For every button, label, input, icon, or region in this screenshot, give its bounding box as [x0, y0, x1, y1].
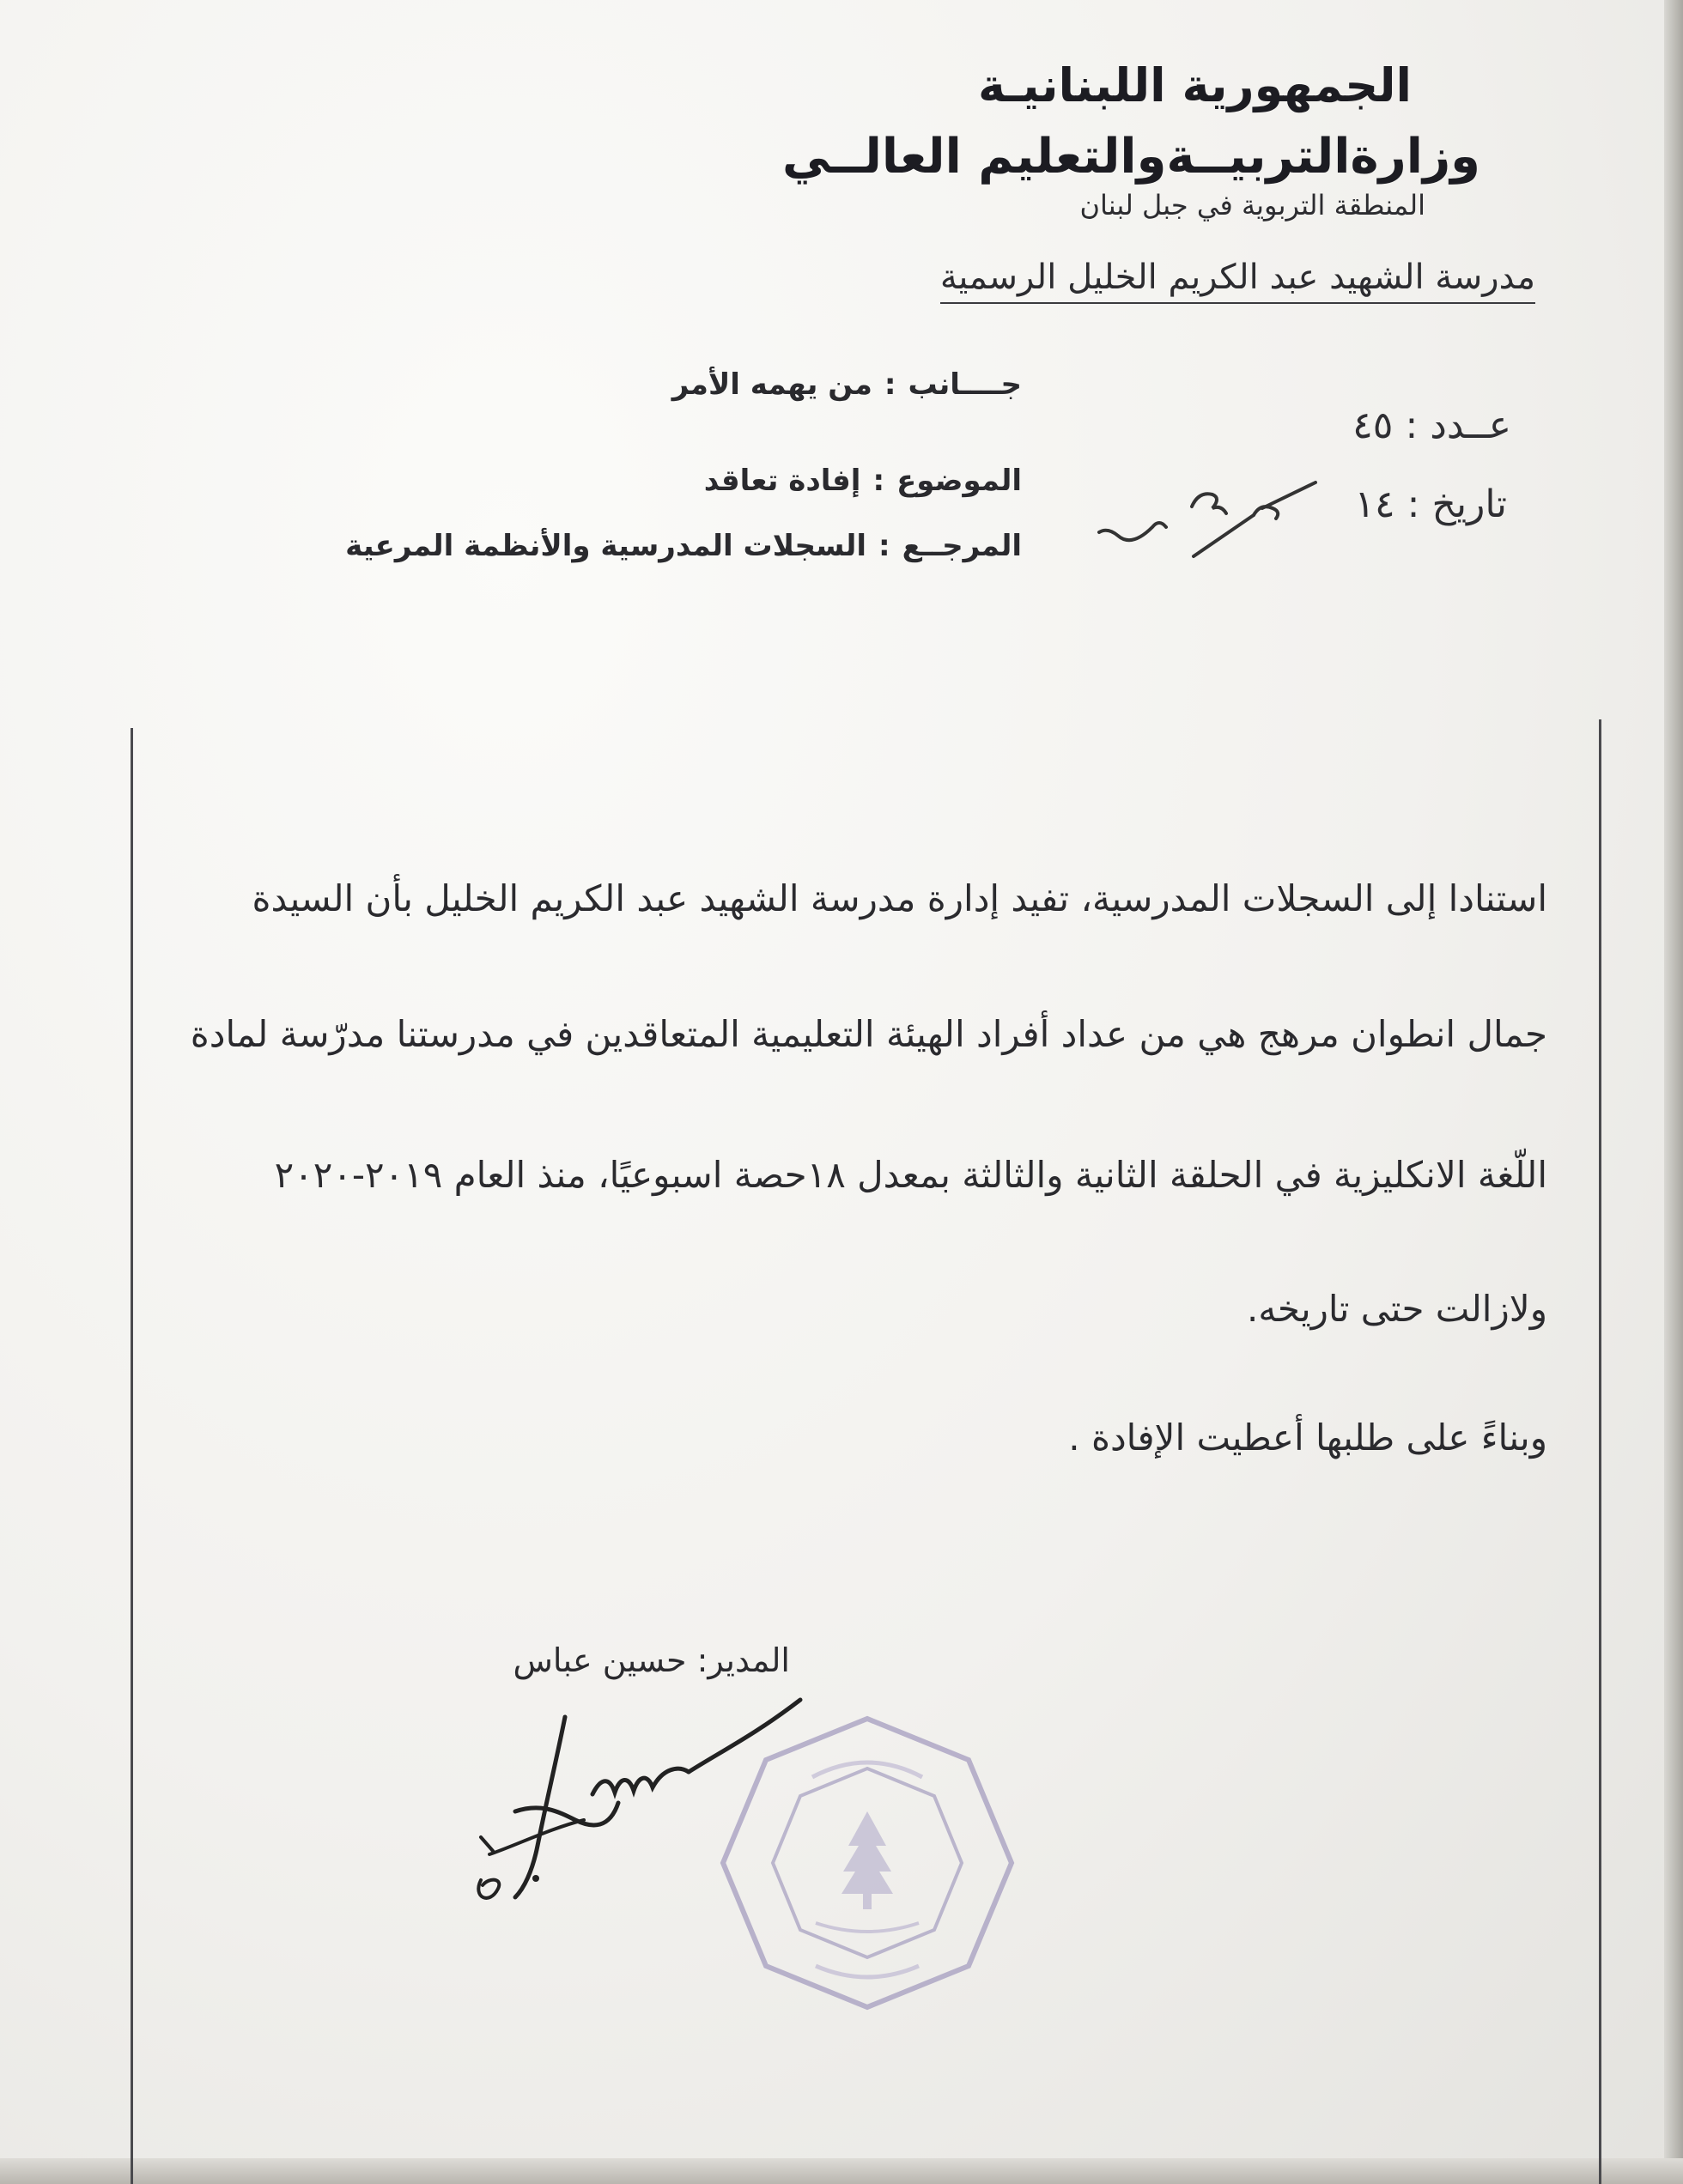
table-surface — [0, 2158, 1683, 2184]
reference-value: السجلات المدرسية والأنظمة المرعية — [345, 529, 867, 563]
reference-label: المرجــع — [902, 529, 1022, 563]
ministry-heading: وزارةالتربيــةوالتعليم العالــي — [781, 129, 1480, 185]
number-colon: : — [1405, 403, 1419, 447]
subject-field — [704, 464, 1022, 498]
paper-edge — [1664, 0, 1683, 2184]
body-paragraph-line: ولازالت حتى تاريخه. — [1246, 1288, 1547, 1330]
official-stamp — [713, 1708, 1022, 2017]
recipient-field — [672, 367, 1022, 402]
recipient-colon: : — [884, 367, 896, 402]
reference-colon: : — [878, 529, 890, 563]
school-name: مدرسة الشهيد عبد الكريم الخليل الرسمية — [940, 258, 1535, 304]
handwritten-date-strokes — [1091, 455, 1348, 584]
number-label: عــدد — [1430, 403, 1511, 447]
subject-colon: : — [872, 464, 885, 498]
republic-heading: الجمهورية اللبنانيـة — [977, 58, 1412, 112]
body-paragraph-line: اللّغة الانكليزية في الحلقة الثانية والثالثة بمعدل ١٨حصة اسبوعيًا، منذ العام ٢٠١٩-٢٠٢٠ — [274, 1154, 1547, 1196]
body-closing-line: وبناءً على طلبها أعطيت الإفادة . — [1068, 1417, 1547, 1459]
date-label: تاريخ — [1431, 482, 1507, 526]
document-number — [1352, 403, 1511, 447]
region-heading: المنطقة التربوية في جبل لبنان — [1079, 189, 1425, 221]
reference-field — [345, 529, 1022, 563]
number-value: ٤٥ — [1352, 403, 1394, 447]
date-value: ١٤ — [1354, 482, 1395, 526]
body-paragraph-line: استنادا إلى السجلات المدرسية، تفيد إدارة مدرسة الشهيد عبد الكريم الخليل بأن السيدة — [252, 877, 1547, 919]
frame-line-left — [131, 728, 133, 2184]
director-name: المدير: حسين عباس — [513, 1641, 790, 1679]
subject-label: الموضوع — [896, 464, 1022, 498]
body-paragraph-line: جمال انطوان مرهج هي من عداد أفراد الهيئة التعليمية المتعاقدين في مدرستنا مدرّسة لمادة — [190, 1013, 1547, 1055]
recipient-label: جــــانب — [908, 367, 1022, 402]
document-date — [1354, 482, 1507, 526]
date-colon: : — [1407, 482, 1420, 526]
subject-value: إفادة تعاقد — [703, 464, 861, 498]
recipient-value: من يهمه الأمر — [671, 367, 872, 402]
frame-line-right — [1599, 719, 1601, 2184]
